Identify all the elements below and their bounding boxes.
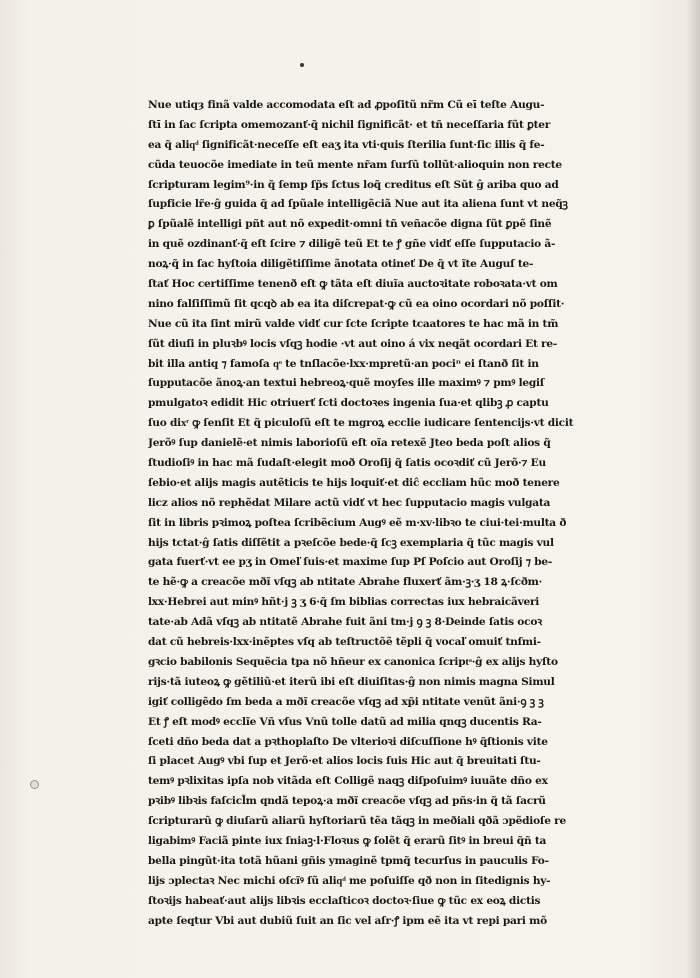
text-line: lxx·Hebrei aut minꝰ hñt·j ꝫ ʒ 6·q̃ ſm biblias correctas iux hebraicãveri — [148, 596, 540, 609]
text-line: igiť colligẽdo ſm beda a mðĩ creacõe vſqꝫ ad xp̃i ntitate venũt ãni·ꝯ ꝫ ꝫ — [148, 695, 544, 708]
text-line: ligabimꝰ Faciã pinte iux ſniaꝫ·l·Floꝛus ꝙ ſolẽt q̃ erarũ ſitꝰ in breui q̃ñ ta — [148, 834, 547, 847]
text-line: noꝝ·q̃ in ſac hyſtoia diligẽtiſſime ãnotata otineť De q̃ vt ĩte Auguſ te- — [148, 258, 534, 271]
text-line: ſit in libris pꝛimoꝝ poſtea ſcribẽcium Augꝰ eẽ m·xv·libꝛo te ciui·tei·multa ð — [148, 516, 567, 529]
text-line: ſũt diuſi in pluꝛbꝰ locis vſqꝫ hodie ·vt aut oino á vix neqãt ocordari Et re- — [148, 337, 558, 350]
text-line: ſtať Hoc certiſſime tenenð eſt ꝙ tãta eſt diuĩa auctoꝛitate roboꝛata·vt om — [148, 278, 558, 291]
page-edge-shadow — [686, 0, 700, 978]
text-line: ꝑ ſpũalẽ intelligi pñt aut nõ expedit·omni tñ veñacõe digna ſũt ꝑpẽ ſinẽ — [148, 218, 552, 231]
text-line: pꝛibꝰ libꝛis faſcicl̃m qndã tepoꝝ·a mðĩ creacõe vſqꝫ ad pñs·in q̃ tã ſacrũ — [148, 795, 546, 808]
text-line: rijs·tã iuteoꝝ ꝙ gẽtiliũ·et iterũ ibi eſt diuiſitas·ĝ non nimis magna Simul — [148, 675, 555, 688]
text-line: gꝛcio babilonis Sequẽcia tpa nõ hñeur ex canonica ſcriptͣ·ĝ ex alijs hyſto — [148, 655, 558, 668]
ink-dot — [300, 63, 304, 67]
text-line: cũda teuocõe imediate in teũ mente nr̃am ſurſũ tollũt·alioquin non recte — [148, 158, 562, 171]
text-line: ſupficie lr̃e·ĝ guida q̃ ad ſpũale intelligẽciã Nue aut ita aliena ſunt vt neq̃ꝫ — [148, 198, 568, 211]
text-line: temꝰ pꝛlixitas ipſa nob vitãda eſt Colligẽ naqꝫ diſpoſuimꝰ iuuãte dño ex — [148, 775, 548, 788]
text-line: ſceti dño beda dat a pꝛthoplaſto De vlterioꝛi diſcuſſione hꝰ q̃ſtionis vite — [148, 735, 548, 748]
text-line: Et ꝭ eſt modꝰ ecclĩe Vñ vſus Vnũ tolle datũ ad milia qnqꝫ ducentis Ra- — [148, 715, 542, 728]
text-line: ſebio·et alijs magis autẽticis te hijs loquiť·et diĉ eccliam hũc moð tenere — [148, 476, 560, 489]
text-line: nino falſiſſimũ ſit qcqꝺ ab ea ita diſcrepat·ꝙ cũ ea oino ocordari nõ poſſit· — [148, 297, 565, 310]
text-line: pmulgatoꝛ edidit Hic otriuerť ſcti doctoꝛes ingenia ſua·et qlibꝫ ꝓ captu — [148, 397, 549, 410]
text-line: Nue utiqȝ finã valde accomodata eſt ad ꝓpoſitũ nr̃m Cũ eī teſte Augu- — [148, 99, 545, 111]
text-line: tate·ab Adã vſqꝫ ab ntitatẽ Abrahe fuit ãni tm·j ꝯ ꝫ 8·Deinde ſatis ocoꝛ — [148, 616, 542, 629]
text-line: ſi placet Augꝰ vbi ſup et Jerõ·et alios locis ſuis Hic aut q̃ breuitati ſtu- — [148, 755, 541, 768]
text-line: bella pingũt·ita totã hũani gñis ymaginẽ tpmq̃ tecurſus in pauculis Fo- — [148, 854, 549, 867]
text-line: ſupputacõe ãnoꝝ·an textui hebreoꝝ·quẽ moyſes ille maximꝰ ⁊ pmꝰ legiſ — [148, 377, 545, 390]
text-line: hijs tctat·ĝ ſatis diſſẽtit a pꝛeſcõe bede·q̃ ſcꝫ exemplaria q̃ tũc magis vul — [148, 536, 554, 549]
text-line: lijs ɔplectaꝛ Nec michi oſcĩꝰ ſũ aliqͩ me poſuiſſe qð non in ſitedignis hy- — [148, 874, 551, 887]
text-line: ſtī in ſac ſcripta omemozanť·q̃ nichil ſignificãt· et tñ neceſſaria fũt ꝑter — [148, 118, 551, 131]
text-line: ſuo dixͬ ꝙ ſenſit Et q̃ piculoſũ eſt te mgroꝝ ecclie iudicare ſentencijs·vt dicit — [148, 417, 574, 430]
text-line: Nue cũ ita ſint mirũ valde vidť cur ſcte ſcripte tcaatores te hac mã in tm̃ — [148, 317, 559, 330]
text-line: te hẽ·ꝙ a creacõe mðĩ vſqꝫ ab ntitate Abrahe fluxerť ãm·ꝫ·ʒ 18 ꝝ·ſcðm· — [148, 576, 543, 589]
text-line: apte ſeqtur Vbi aut dubiũ ſuit an ſic vel aſr·ꝭ ipm eẽ ita vt repi pari mõ — [148, 914, 547, 927]
binding-hole — [30, 780, 39, 789]
text-line: Jerõꝰ ſup danielẽ·et nimis laborioſũ eſt oĩa retexẽ Jteo beda poſt alios q̃ — [148, 437, 551, 450]
text-line: gata fuerť·vt ee pʒ in Omeľ ſuis·et maxime ſup Pſ Poſcio aut Oroſij ⁊ be- — [148, 556, 552, 569]
text-line: dat cũ hebreis·lxx·inẽptes vſq ab teſtructõẽ tẽpli q̃ vocaľ omuiť tnſmi- — [148, 636, 541, 649]
text-line: ea q̃ aliqͩ ſignificãt·neceſſe eſt eaʒ ita vti·quis ſterilia ſunt·ſic illis q̃ fe- — [148, 138, 545, 151]
text-line: licz alios nõ rephẽdat Milare actũ vidť vt hec ſupputacio magis vulgata — [148, 496, 551, 509]
text-block — [148, 96, 626, 931]
text-line: ſcripturarũ ꝙ diuſarũ aliarũ hyſtoriarũ tẽa tãqꝫ in meðiali qðã ɔpẽdioſe re — [148, 815, 566, 828]
text-line: ſtoꝛijs habeať·aut alijs libꝛis ecclaſticoꝛ doctoꝛ·ſiue ꝙ tũc ex eoꝝ dictis — [148, 894, 541, 907]
text-line: ſtudioſiꝰ in hac mã ſudaſt·elegit moð Oroſij q̃ ſatis ocoꝛdiť cũ Jerõ·⁊ Eu — [148, 457, 546, 470]
text-line: bit illa antiq ⁊ famoſa qͦ te tnſlacõe·lxx·mpretũ·an pociⁿ ei ſtanð ſit in — [148, 357, 539, 370]
text-line: in quẽ ozdinanť·q̃ eſt ſcire ⁊ diligẽ teũ Et te ꝭ gñe vidť eſſe ſupputacio ã- — [148, 238, 556, 251]
text-line: ſcripturam legim⁹·in q̃ ſemp ſp̃s ſctus loq̃ creditus eſt Sũt ĝ ariba quo ad — [148, 178, 559, 191]
